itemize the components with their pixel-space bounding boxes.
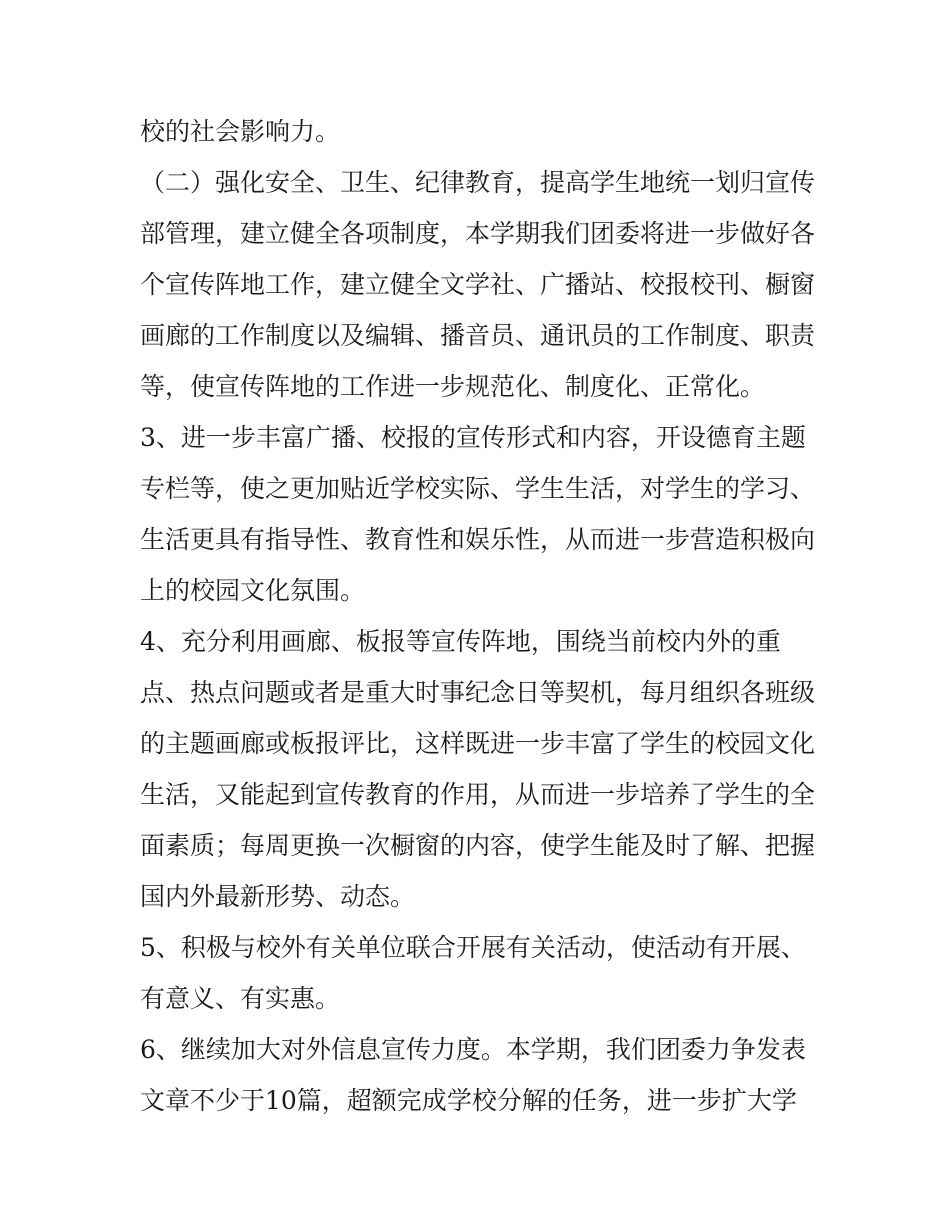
text-line: 国内外最新形势、动态。 [140,882,416,911]
text-line: 的主题画廊或板报评比，这样既进一步丰富了学生的校园文化 [140,729,816,758]
text-line: 有意义、有实惠。 [140,984,341,1013]
text-line: 画廊的工作制度以及编辑、播音员、通讯员的工作制度、职责 [140,321,816,350]
text-line: 等，使宣传阵地的工作进一步规范化、制度化、正常化。 [140,372,766,401]
text-line: 生活更具有指导性、教育性和娱乐性，从而进一步营造积极向 [140,525,816,554]
text-line: 个宣传阵地工作，建立健全文学社、广播站、校报校刊、橱窗 [140,270,816,299]
text-line: 专栏等，使之更加贴近学校实际、学生生活，对学生的学习、 [140,474,816,503]
text-line: 4、充分利用画廊、板报等宣传阵地，围绕当前校内外的重 [140,627,781,656]
text-line: 3、进一步丰富广播、校报的宣传形式和内容，开设德育主题 [140,423,806,452]
text-line: 生活，又能起到宣传教育的作用，从而进一步培养了学生的全 [140,780,816,809]
document-body [140,106,820,1126]
text-line: 点、热点问题或者是重大时事纪念日等契机，每月组织各班级 [140,678,816,707]
text-line: 面素质；每周更换一次橱窗的内容，使学生能及时了解、把握 [140,831,816,860]
text-line: 校的社会影响力。 [140,117,341,146]
text-line: 部管理，建立健全各项制度，本学期我们团委将进一步做好各 [140,219,816,248]
text-line: （二）强化安全、卫生、纪律教育，提高学生地统一划归宣传 [140,168,816,197]
text-line: 5、积极与校外有关单位联合开展有关活动，使活动有开展、 [140,933,806,962]
text-line: 上的校园文化氛围。 [140,576,366,605]
text-line: 6、继续加大对外信息宣传力度。本学期，我们团委力争发表 [140,1035,806,1064]
text-line: 文章不少于10篇，超额完成学校分解的任务，进一步扩大学 [140,1086,797,1115]
